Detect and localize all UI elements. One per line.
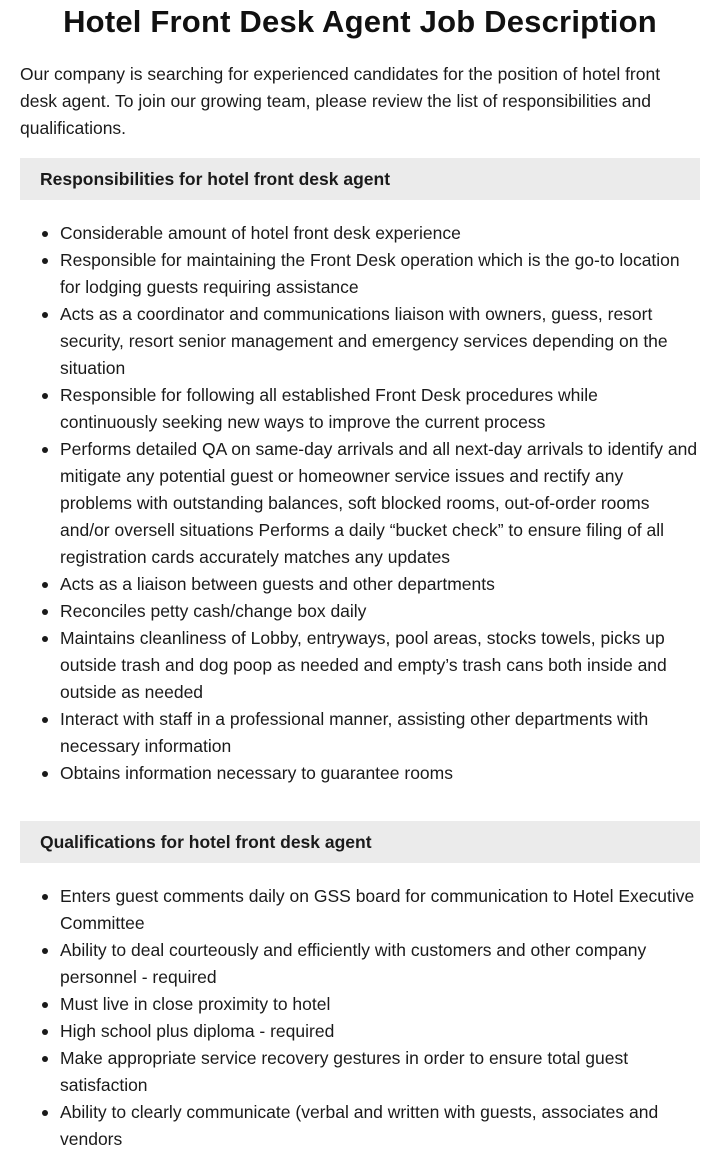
list-item: Responsible for maintaining the Front Desk operation which is the go-to location for lodging guests requiring assistance [60, 247, 700, 301]
list-item: Acts as a liaison between guests and other departments [60, 571, 700, 598]
list-item: Interact with staff in a professional manner, assisting other departments with necessary information [60, 706, 700, 760]
list-item: Obtains information necessary to guarantee rooms [60, 760, 700, 787]
section-spacer [20, 787, 700, 805]
qualifications-list [20, 883, 700, 1153]
list-item: Enters guest comments daily on GSS board for communication to Hotel Executive Committee [60, 883, 700, 937]
list-item: Ability to clearly communicate (verbal and written with guests, associates and vendors [60, 1099, 700, 1153]
list-item: Maintains cleanliness of Lobby, entryways, pool areas, stocks towels, picks up outside trash and dog poop as needed and empty’s trash cans both inside and outside as needed [60, 625, 700, 706]
responsibilities-heading: Responsibilities for hotel front desk agent [20, 158, 700, 200]
list-item: Must live in close proximity to hotel [60, 991, 700, 1018]
page-title: Hotel Front Desk Agent Job Description [63, 4, 657, 39]
list-item: Reconciles petty cash/change box daily [60, 598, 700, 625]
list-item: Make appropriate service recovery gestures in order to ensure total guest satisfaction [60, 1045, 700, 1099]
list-item: Performs detailed QA on same-day arrivals and all next-day arrivals to identify and mitigate any potential guest or homeowner service issues and rectify any problems with outstanding balances, soft blocked rooms, out-of-order rooms and/or oversell situations Performs a daily “bucket check” to ensure filing of all registration cards accurately matches any updates [60, 436, 700, 571]
qualifications-heading: Qualifications for hotel front desk agent [20, 821, 700, 863]
list-item: Ability to deal courteously and efficiently with customers and other company personnel - required [60, 937, 700, 991]
list-item: High school plus diploma - required [60, 1018, 700, 1045]
list-item: Responsible for following all established Front Desk procedures while continuously seeking new ways to improve the current process [60, 382, 700, 436]
list-item: Acts as a coordinator and communications liaison with owners, guess, resort security, resort senior management and emergency services depending on the situation [60, 301, 700, 382]
responsibilities-list [20, 220, 700, 787]
intro-paragraph: Our company is searching for experienced candidates for the position of hotel front desk agent. To join our growing team, please review the list of responsibilities and qualifications. [20, 64, 661, 138]
list-item: Considerable amount of hotel front desk experience [60, 220, 700, 247]
